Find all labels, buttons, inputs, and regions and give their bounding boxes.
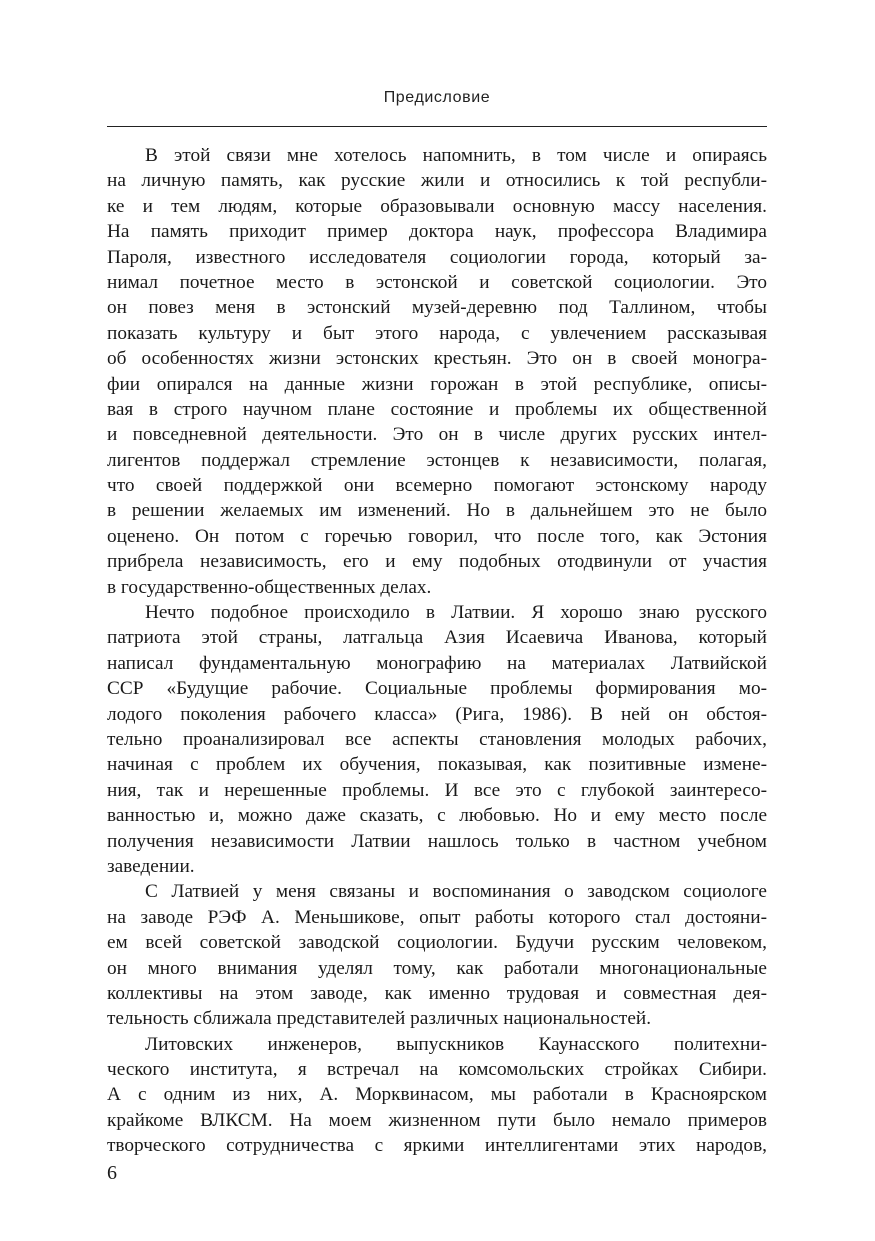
text-line: Пароля, известного исследователя социологии города, который за- bbox=[107, 246, 767, 268]
page-number: 6 bbox=[107, 1162, 117, 1184]
text-line: на личную память, как русские жили и относились к той республи- bbox=[107, 170, 767, 192]
text-line: получения независимости Латвии нашлось только в частном учебном bbox=[107, 830, 767, 852]
text-line: он много внимания уделял тому, как работали многонациональные bbox=[107, 957, 767, 979]
text-line: творческого сотрудничества с яркими интеллигентами этих народов, bbox=[107, 1135, 767, 1157]
text-line: лигентов поддержал стремление эстонцев к независимости, полагая, bbox=[107, 449, 767, 471]
text-line: тельность сближала представителей различных национальностей. bbox=[107, 1008, 652, 1030]
text-line: А с одним из них, А. Морквинасом, мы работали в Красноярском bbox=[107, 1084, 767, 1106]
text-line: написал фундаментальную монографию на материалах Латвийской bbox=[107, 652, 767, 674]
text-line: нимал почетное место в эстонской и советской социологии. Это bbox=[107, 271, 767, 293]
text-line: об особенностях жизни эстонских крестьян. Это он в своей моногра- bbox=[107, 348, 767, 370]
text-line: В этой связи мне хотелось напомнить, в том числе и опираясь bbox=[145, 145, 767, 166]
running-header: Предисловие bbox=[383, 89, 491, 106]
text-line: патриота этой страны, латгальца Азия Исаевича Иванова, который bbox=[107, 627, 767, 649]
text-line: начиная с проблем их обучения, показывая, как позитивные измене- bbox=[107, 754, 767, 776]
text-line: в государственно-общественных делах. bbox=[107, 576, 432, 598]
text-line: Литовских инженеров, выпускников Каунасского политехни- bbox=[145, 1033, 767, 1055]
text-line: что своей поддержкой они всемерно помогают эстонскому народу bbox=[107, 475, 767, 497]
text-line: прибрела независимость, его и ему подобных отодвинули от участия bbox=[107, 551, 767, 573]
text-line: оценено. Он потом с горечью говорил, что после того, как Эстония bbox=[107, 525, 767, 547]
text-line: показать культуру и быт этого народа, с увлечением рассказывая bbox=[107, 322, 767, 344]
text-line: ческого института, я встречал на комсомольских стройках Сибири. bbox=[107, 1059, 767, 1081]
text-line: и повседневной деятельности. Это он в числе других русских интел- bbox=[107, 424, 767, 446]
text-line: ния, так и нерешенные проблемы. И все это с глубокой заинтересо- bbox=[107, 779, 767, 801]
text-line: Нечто подобное происходило в Латвии. Я хорошо знаю русского bbox=[145, 602, 767, 624]
text-line: ванностью и, можно даже сказать, с любовью. Но и ему место после bbox=[107, 805, 767, 827]
text-line: вая в строго научном плане состояние и проблемы их общественной bbox=[107, 398, 767, 420]
text-line: ем всей советской заводской социологии. Будучи русским человеком, bbox=[107, 932, 767, 954]
header-rule bbox=[107, 126, 767, 127]
text-line: заведении. bbox=[107, 855, 195, 877]
body-text bbox=[107, 143, 767, 1159]
text-line: в решении желаемых им изменений. Но в дальнейшем это не было bbox=[107, 500, 767, 522]
text-line: коллективы на этом заводе, как именно трудовая и совместная дея- bbox=[107, 982, 767, 1004]
text-line: На память приходит пример доктора наук, профессора Владимира bbox=[107, 221, 767, 243]
text-line: С Латвией у меня связаны и воспоминания о заводском социологе bbox=[145, 881, 767, 903]
text-line: ССР «Будущие рабочие. Социальные проблемы формирования мо- bbox=[107, 678, 767, 700]
text-line: лодого поколения рабочего класса» (Рига, 1986). В ней он обстоя- bbox=[107, 703, 767, 725]
text-line: на заводе РЭФ А. Меньшикове, опыт работы которого стал достояни- bbox=[107, 906, 767, 928]
text-line: ке и тем людям, которые образовывали основную массу населения. bbox=[107, 195, 767, 217]
text-line: тельно проанализировал все аспекты становления молодых рабочих, bbox=[107, 728, 767, 750]
text-line: фии опирался на данные жизни горожан в этой республике, описы- bbox=[107, 373, 767, 395]
text-line: крайкоме ВЛКСМ. На моем жизненном пути было немало примеров bbox=[107, 1109, 767, 1131]
text-line: он повез меня в эстонский музей-деревню под Таллином, чтобы bbox=[107, 297, 767, 319]
